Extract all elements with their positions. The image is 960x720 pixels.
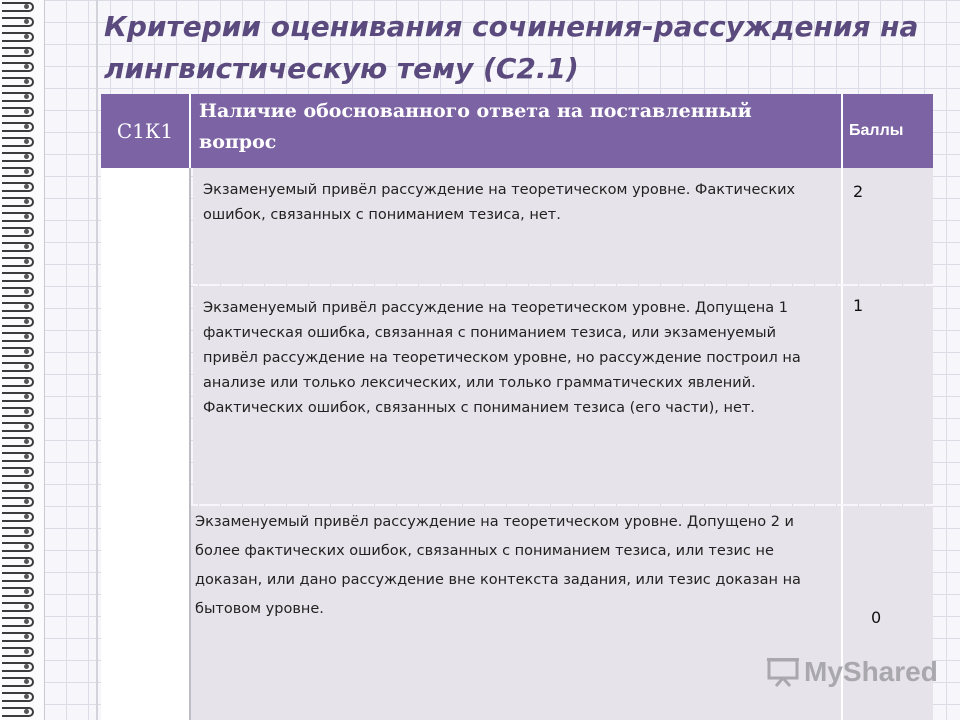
spiral-ring [2, 302, 36, 310]
spiral-ring [2, 572, 36, 580]
page-title: Критерии оценивания сочинения-рассуждения на лингвистическую тему (С2.1) [104, 10, 919, 85]
spiral-ring [2, 347, 36, 355]
spiral-ring [2, 2, 36, 10]
margin-line [96, 0, 98, 720]
presentation-board-icon [766, 657, 800, 687]
spiral-ring [2, 377, 36, 385]
spiral-ring [2, 437, 36, 445]
spiral-ring [2, 602, 36, 610]
spiral-ring [2, 587, 36, 595]
spiral-ring [2, 527, 36, 535]
spiral-ring [2, 77, 36, 85]
row-score: 0 [871, 608, 882, 627]
spiral-ring [2, 422, 36, 430]
row-text: Экзаменуемый привёл рассуждение на теоретическом уровне. Допущено 2 и более фактических ошибок, связанных с пониманием тезиса, или тезис не доказан, или дано рассуждение вне контекста задания, или тезис доказан на бытовом уровне. [195, 514, 801, 617]
table-row [193, 168, 933, 284]
spiral-ring [2, 317, 36, 325]
spiral-ring [2, 482, 36, 490]
spiral-ring [2, 107, 36, 115]
spiral-ring [2, 257, 36, 265]
spiral-ring [2, 407, 36, 415]
spiral-ring [2, 362, 36, 370]
spiral-ring [2, 122, 36, 130]
header-criterion: Наличие обоснованного ответа на поставленный вопрос [191, 94, 843, 168]
spiral-ring [2, 182, 36, 190]
spiral-ring [2, 272, 36, 280]
spiral-ring [2, 677, 36, 685]
spiral-ring [2, 287, 36, 295]
table-row [193, 286, 933, 504]
spiral-ring [2, 227, 36, 235]
notebook-spiral-binding [0, 0, 45, 720]
watermark-text: MyShared [804, 656, 938, 687]
spiral-ring [2, 17, 36, 25]
code-column-empty [101, 168, 191, 720]
spiral-ring [2, 692, 36, 700]
spiral-ring [2, 392, 36, 400]
spiral-ring [2, 47, 36, 55]
row-score: 2 [853, 182, 864, 201]
spiral-ring [2, 557, 36, 565]
spiral-ring [2, 512, 36, 520]
row-score: 1 [853, 296, 864, 315]
spiral-ring [2, 662, 36, 670]
column-divider [841, 168, 843, 284]
spiral-ring [2, 452, 36, 460]
spiral-ring [2, 332, 36, 340]
spiral-ring [2, 92, 36, 100]
criteria-table [101, 168, 933, 720]
column-divider [841, 286, 843, 504]
spiral-ring [2, 617, 36, 625]
spiral-ring [2, 707, 36, 715]
spiral-ring [2, 32, 36, 40]
spiral-ring [2, 197, 36, 205]
header-code: С1К1 [101, 94, 191, 168]
spiral-ring [2, 467, 36, 475]
table-header [101, 94, 933, 168]
spiral-ring [2, 62, 36, 70]
myshared-watermark [766, 656, 938, 688]
spiral-ring [2, 497, 36, 505]
spiral-ring [2, 212, 36, 220]
spiral-ring [2, 167, 36, 175]
spiral-ring [2, 647, 36, 655]
header-points: Баллы [849, 122, 904, 139]
spiral-ring [2, 242, 36, 250]
spiral-ring [2, 152, 36, 160]
row-text: Экзаменуемый привёл рассуждение на теоретическом уровне. Фактических ошибок, связанных с пониманием тезиса, нет. [203, 182, 796, 223]
spiral-ring [2, 632, 36, 640]
row-text: Экзаменуемый привёл рассуждение на теоретическом уровне. Допущена 1 фактическая ошибка, связанная с пониманием тезиса, или экзаменуемый привёл рассуждение на теоретическом уровне, но рассуждение построил на анализе или только лексических, или только грамматических явлений. Фактических ошибок, связанных с пониманием тезиса (его части), нет. [203, 300, 801, 416]
spiral-ring [2, 137, 36, 145]
spiral-ring [2, 542, 36, 550]
